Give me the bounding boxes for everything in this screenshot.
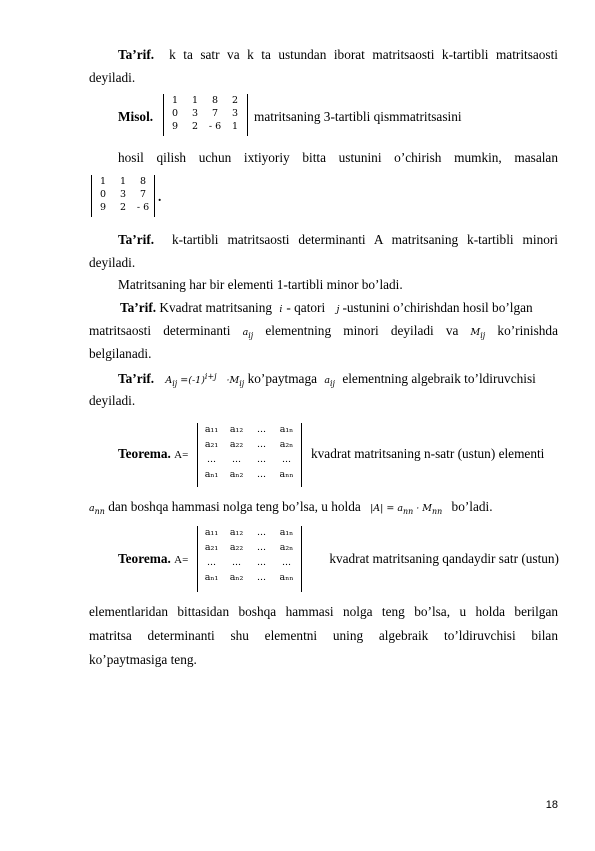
definition-line: Ta’rif. Kvadrat matritsaning i - qatori j -ustunini o’chirishdan hosil bo’lgan xyxy=(120,300,533,315)
matrix-cell: ... xyxy=(281,454,292,465)
definition-text-cont: belgilanadi. xyxy=(89,346,152,361)
matrix-cell: aₙ₂ xyxy=(229,572,244,583)
matrix-cell: aₙₙ xyxy=(279,572,294,583)
matrix-cell: 0 xyxy=(99,189,107,200)
matrix-cell: ... xyxy=(256,557,267,568)
theorem-label: Teorema. A= xyxy=(118,551,189,566)
matrix-cell: - 6 xyxy=(208,121,222,132)
algebraic-complement-formula: $A_{ij} =(-1)^{i+j} \cdot M_{ij}$ xyxy=(165,372,245,389)
matrix-cell: a₁₁ xyxy=(204,424,219,435)
matrix-cell: ... xyxy=(231,557,242,568)
matrix-cell: a₁₂ xyxy=(229,424,244,435)
matrix-cell: ... xyxy=(256,424,267,435)
matrix-cell: ... xyxy=(256,469,267,480)
determinant-formula: $|A| = a_{nn} \cdot M_{nn}$ xyxy=(370,503,443,516)
matrix-cell: ... xyxy=(206,454,217,465)
matrix-cell: ... xyxy=(256,454,267,465)
matrix-cell: 7 xyxy=(139,189,147,200)
example-text: matritsaning 3-tartibli qismmatritsasini xyxy=(254,109,462,124)
matrix-cell: ... xyxy=(206,557,217,568)
theorem-matrix xyxy=(197,526,303,592)
matrix-cell: aₙₙ xyxy=(279,469,294,480)
matrix-cell: a₂₁ xyxy=(204,439,219,450)
matrix-cell: a₁ₙ xyxy=(279,527,294,538)
matrix-cell: ... xyxy=(281,557,292,568)
matrix-cell: a₁₁ xyxy=(204,527,219,538)
theorem-text-cont: ko’paytmasiga teng. xyxy=(89,652,197,667)
matrix-cell: aₙ₂ xyxy=(229,469,244,480)
matrix-cell: ... xyxy=(256,572,267,583)
matrix-cell: 9 xyxy=(171,121,179,132)
matrix-cell: ... xyxy=(256,542,267,553)
matrix-cell: 7 xyxy=(211,108,219,119)
matrix-cell: aₙ₁ xyxy=(204,469,219,480)
matrix-cell: 0 xyxy=(171,108,179,119)
definition-term: Ta’rif. xyxy=(118,47,155,62)
matrix-cell: a₂₂ xyxy=(229,542,244,553)
matrix-cell: ... xyxy=(256,527,267,538)
matrix-cell: a₂₂ xyxy=(229,439,244,450)
matrix-cell: 1 xyxy=(171,95,179,106)
theorem-label: Teorema. A= xyxy=(118,446,189,461)
matrix-cell: 1 xyxy=(191,95,199,106)
matrix-cell: aₙ₁ xyxy=(204,572,219,583)
matrix-cell: a₁₂ xyxy=(229,527,244,538)
matrix-cell: a₁ₙ xyxy=(279,424,294,435)
definition-text: k ta satr va k ta ustundan iborat matritsaosti k-tartibli matritsaosti xyxy=(169,47,558,62)
matrix-cell: a₂ₙ xyxy=(279,542,294,553)
definition-text-cont: deyiladi. xyxy=(89,393,136,408)
theorem-text-cont: matritsa determinanti shu elementni uning algebraik to’ldiruvchisi bilan xyxy=(89,628,558,643)
example-submatrix xyxy=(91,175,156,217)
example-matrix xyxy=(163,94,249,136)
matrix-cell: a₂ₙ xyxy=(279,439,294,450)
matrix-cell: 8 xyxy=(211,95,219,106)
theorem-text: kvadrat matritsaning n-satr (ustun) elementi xyxy=(311,446,545,461)
submatrix-period: . xyxy=(158,189,162,204)
definition-text-cont: deyiladi. xyxy=(89,70,136,85)
matrix-cell: 1 xyxy=(231,121,239,132)
definition-line: Ta’rif. k-tartibli matritsaosti determinanti A matritsaning k-tartibli minori xyxy=(118,232,558,247)
matrix-cell: 3 xyxy=(119,189,127,200)
matrix-cell: 3 xyxy=(191,108,199,119)
matrix-cell: 1 xyxy=(99,176,107,187)
paragraph-text: Matritsaning har bir elementi 1-tartibli minor bo’ladi. xyxy=(118,277,403,292)
matrix-cell: ... xyxy=(256,439,267,450)
matrix-cell: ... xyxy=(231,454,242,465)
paragraph-text: hosil qilish uchun ixtiyoriy bitta ustunini o’chirish mumkin, masalan xyxy=(118,150,558,165)
matrix-cell: 2 xyxy=(231,95,239,106)
matrix-cell: 3 xyxy=(231,108,239,119)
definition-line xyxy=(118,47,558,63)
definition-line-2: matritsaosti determinanti $a_{ij}$ elementning minori deyiladi va $M_{ij}$ ko’rinishda xyxy=(89,323,558,340)
page-number: 18 xyxy=(545,799,558,811)
matrix-cell: a₂₁ xyxy=(204,542,219,553)
definition-line: Ta’rif. $A_{ij} =(-1)^{i+j} \cdot M_{ij}$ ko’paytmaga $a_{ij}$ elementning algebraik to’ldiruvchisi xyxy=(118,369,558,392)
theorem-text: kvadrat matritsaning qandaydir satr (ustun) xyxy=(329,551,559,566)
theorem-text-cont: $a_{nn}$ dan boshqa hammasi nolga teng bo’lsa, u holda $|A| = a_{nn} \cdot M_{nn}$ bo’ladi. xyxy=(89,499,558,520)
definition-text-cont: deyiladi. xyxy=(89,255,136,270)
matrix-cell: 9 xyxy=(99,202,107,213)
example-label: Misol. xyxy=(118,109,154,124)
theorem-text-cont: elementlaridan bittasidan boshqa hammasi nolga teng bo’lsa, u holda berilgan xyxy=(89,604,558,619)
matrix-cell: 2 xyxy=(119,202,127,213)
matrix-cell: - 6 xyxy=(136,202,150,213)
matrix-cell: 8 xyxy=(139,176,147,187)
matrix-cell: 2 xyxy=(191,121,199,132)
matrix-cell: 1 xyxy=(119,176,127,187)
theorem-matrix xyxy=(197,423,303,487)
